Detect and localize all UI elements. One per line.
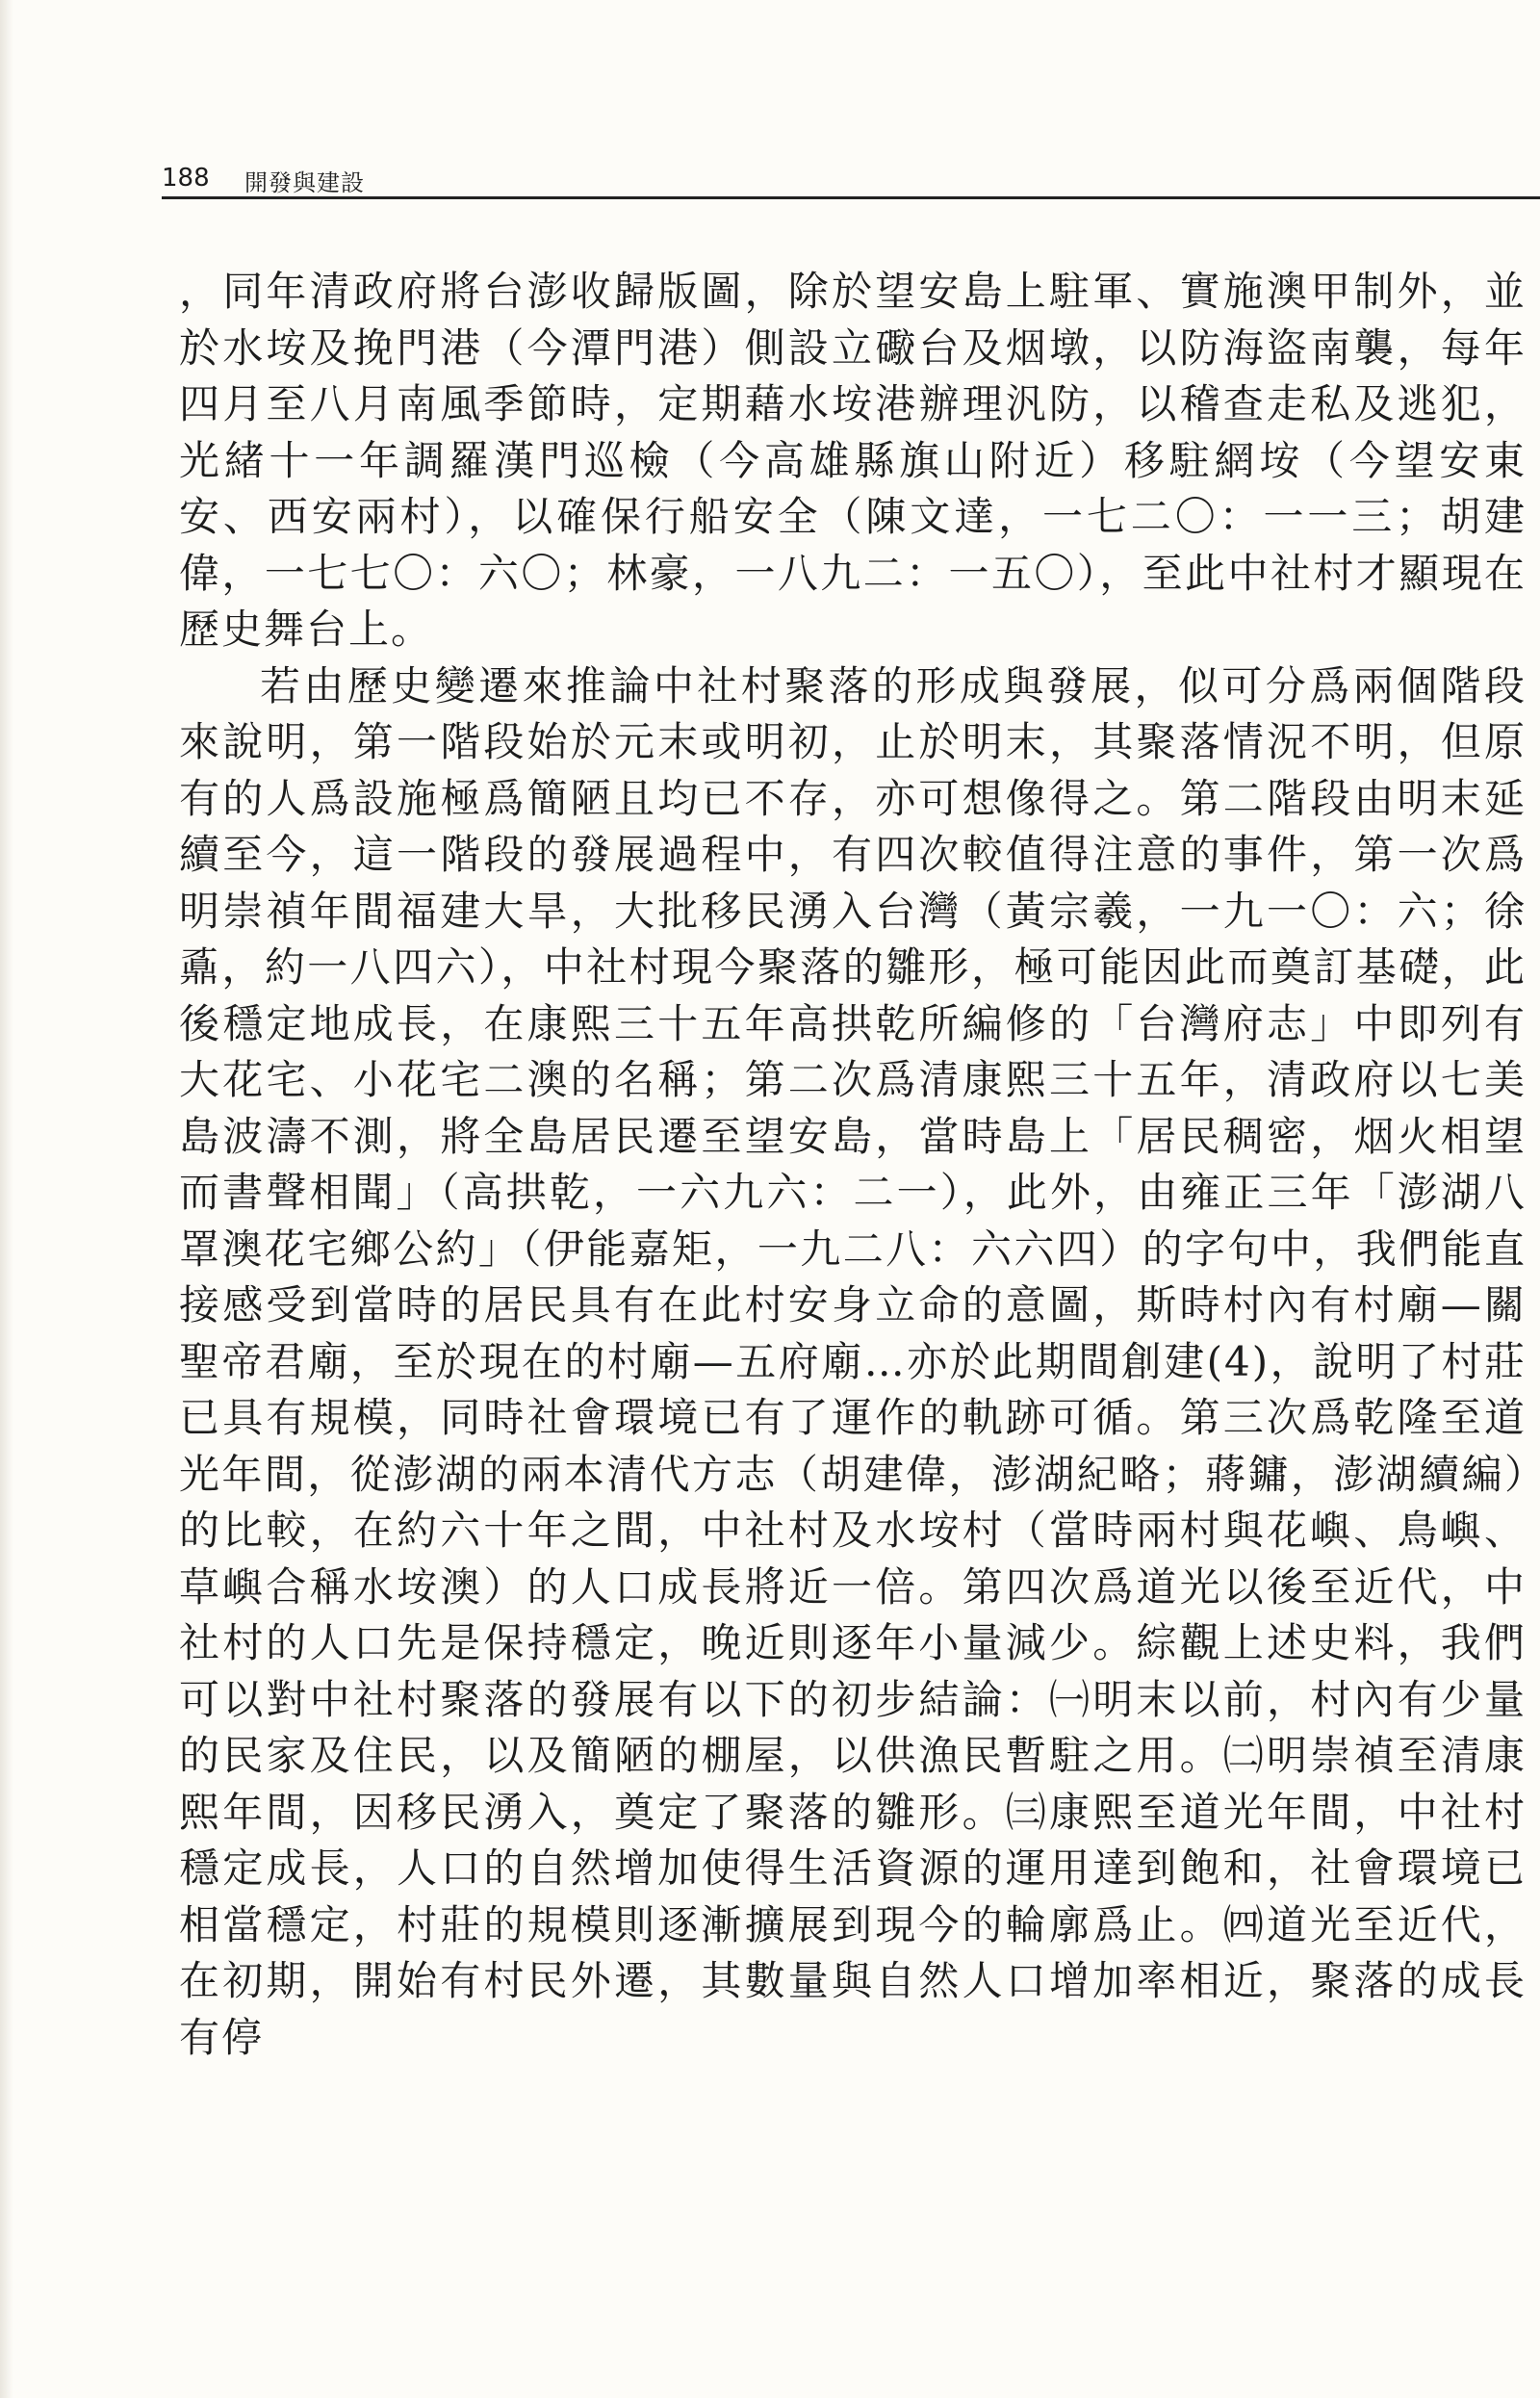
running-title: 開發與建設 xyxy=(244,169,365,196)
page-number: 188 xyxy=(162,164,210,193)
page-binding-edge xyxy=(0,0,13,2398)
paragraph-settlement-history: 若由歷史變遷來推論中社村聚落的形成與發展，似可分爲兩個階段來說明，第一階段始於元末或明初，止於明末，其聚落情況不明，但原有的人爲設施極爲簡陋且均已不存，亦可想像得之。第二階段由明末延續至今，這一階段的發展過程中，有四次較值得注意的事件，第一次爲明崇禎年間福建大旱，大批移民湧入台灣（黃宗羲，一九一〇：六；徐鼒，約一八四六），中社村現今聚落的雛形，極可能因此而奠訂基礎，此後穩定地成長，在康熙三十五年高拱乾所編修的「台灣府志」中即列有大花宅、小花宅二澳的名稱；第二次爲清康熙三十五年，清政府以七美島波濤不測，將全島居民遷至望安島，當時島上「居民稠密，烟火相望而書聲相聞」（高拱乾，一六九六：二一），此外，由雍正三年「澎湖八罩澳花宅鄉公約」（伊能嘉矩，一九二八：六六四）的字句中，我們能直接感受到當時的居民具有在此村安身立命的意圖，斯時村內有村廟—關聖帝君廟，至於現在的村廟—五府廟…亦於此期間創建(4)，說明了村莊已具有規模，同時社會環境已有了運作的軌跡可循。第三次爲乾隆至道光年間，從澎湖的兩本清代方志（胡建偉，澎湖紀略；蔣鏞，澎湖續編）的比較，在約六十年之間，中社村及水垵村（當時兩村與花嶼、鳥嶼、草嶼合稱水垵澳）的人口成長將近一倍。第四次爲道光以後至近代，中社村的人口先是保持穩定，晚近則逐年小量減少。綜觀上述史料，我們可以對中社村聚落的發展有以下的初步結論：㈠明末以前，村內有少量的民家及住民，以及簡陋的棚屋，以供漁民暫駐之用。㈡明崇禎至清康熙年間，因移民湧入，奠定了聚落的雛形。㈢康熙至道光年間，中社村穩定成長，人口的自然增加使得生活資源的運用達到飽和，社會環境已相當穩定，村莊的規模則逐漸擴展到現今的輪廓爲止。㈣道光至近代，在初期，開始有村民外遷，其數量與自然人口增加率相近，聚落的成長有停 xyxy=(179,661,1527,2061)
page-header xyxy=(162,162,1540,200)
header-rule xyxy=(162,196,1540,199)
paragraph-continuation: ，同年清政府將台澎收歸版圖，除於望安島上駐軍、實施澳甲制外，並於水垵及挽門港（今潭門港）側設立礮台及烟墩，以防海盜南襲，每年四月至八月南風季節時，定期藉水垵港辦理汎防，以稽查走私及逃犯，光緒十一年調羅漢門巡檢（今高雄縣旗山附近）移駐網垵（今望安東安、西安兩村），以確保行船安全（陳文達，一七二〇：一一三；胡建偉，一七七〇：六〇；林豪，一八九二：一五〇），至此中社村才顯現在歷史舞台上。 xyxy=(179,268,1527,653)
body-text xyxy=(179,264,1527,2066)
